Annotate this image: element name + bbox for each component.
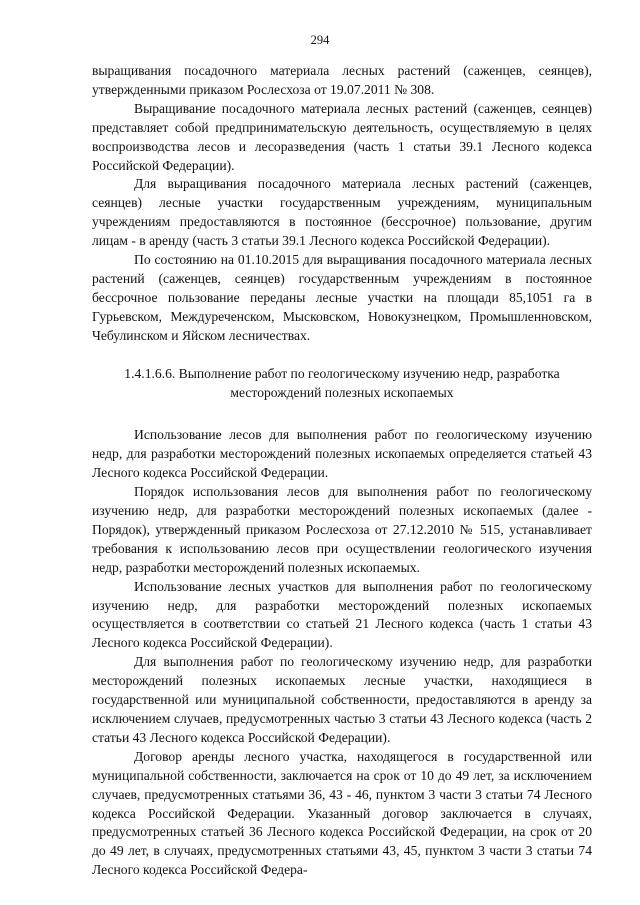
paragraph: Использование лесных участков для выполнения работ по геологическому изучению недр, для разработки месторождений полезных ископаемых осуществляется в соответствии со статьей 21 Лесного кодекса (часть 1 статьи 43 Лесного кодекса Российской Федерации).: [92, 578, 592, 651]
paragraph: Для выращивания посадочного материала лесных растений (саженцев, сеянцев) лесные участки государственным учреждениям, муниципальным учреждениям предоставляются в постоянное (бессрочное) пользование, другим лицам - в аренду (часть 3 статьи 39.1 Лесного кодекса Российской Федерации).: [92, 176, 592, 249]
paragraph: Использование лесов для выполнения работ по геологическому изучению недр, для разработки месторождений полезных ископаемых определяется статьей 43 Лесного кодекса Российской Федерации.: [92, 427, 592, 481]
paragraph: Для выполнения работ по геологическому изучению недр, для разработки месторождений полезных ископаемых лесные участки, находящиеся в государственной или муниципальной собственности, предоставляются в аренду за исключением случаев, предусмотренных частью 3 статьи 43 Лесного кодекса (часть 2 статьи 43 Лесного кодекса Российской Федерации).: [92, 654, 592, 745]
section-heading-line-1: 1.4.1.6.6. Выполнение работ по геологическому изучению недр, разработка: [124, 365, 560, 381]
page-number: 294: [310, 33, 330, 47]
paragraph: Договор аренды лесного участка, находящегося в государственной или муниципальной собственности, заключается на срок от 10 до 49 лет, за исключением случаев, предусмотренных статьями 36, 43 - 46, пунктом 3 части 3 статьи 74 Лесного кодекса Российской Федерации. Указанный договор заключается в случаях, предусмотренных статьей 36 Лесного кодекса Российской Федерации, на срок от 20 до 49 лет, в случаях, предусмотренных статьями 43, 45, пунктом 3 части 3 статьи 74 Лесного кодекса Российской Федера-: [92, 748, 592, 878]
page-body: [92, 62, 592, 880]
paragraph-continuation: выращивания посадочного материала лесных растений (саженцев, сеянцев), утвержденными приказом Рослесхоза от 19.07.2011 № 308.: [92, 63, 592, 97]
paragraph: Выращивание посадочного материала лесных растений (саженцев, сеянцев) представляет собой предпринимательскую деятельность, осуществляемую в целях воспроизводства лесов и лесоразведения (часть 1 статьи 39.1 Лесного кодекса Российской Федерации).: [92, 100, 592, 173]
section-heading: [92, 365, 592, 403]
section-heading-line-2: месторождений полезных ископаемых: [230, 384, 454, 400]
paragraph: По состоянию на 01.10.2015 для выращивания посадочного материала лесных растений (саженцев, сеянцев) государственным учреждениям в постоянное бессрочное пользование переданы лесные участки на площади 85,1051 га в Гурьевском, Междуреченском, Мысковском, Новокузнецком, Промышленновском, Чебулинском и Яйском лесничествах.: [92, 252, 592, 343]
paragraph: Порядок использования лесов для выполнения работ по геологическому изучению недр, для разработки месторождений полезных ископаемых (далее - Порядок), утвержденный приказом Рослесхоза от 27.12.2010 № 515, устанавливает требования к использованию лесов при осуществлении геологического изучения недр, разработки месторождений полезных ископаемых.: [92, 484, 592, 575]
section-spacer: [92, 402, 592, 426]
